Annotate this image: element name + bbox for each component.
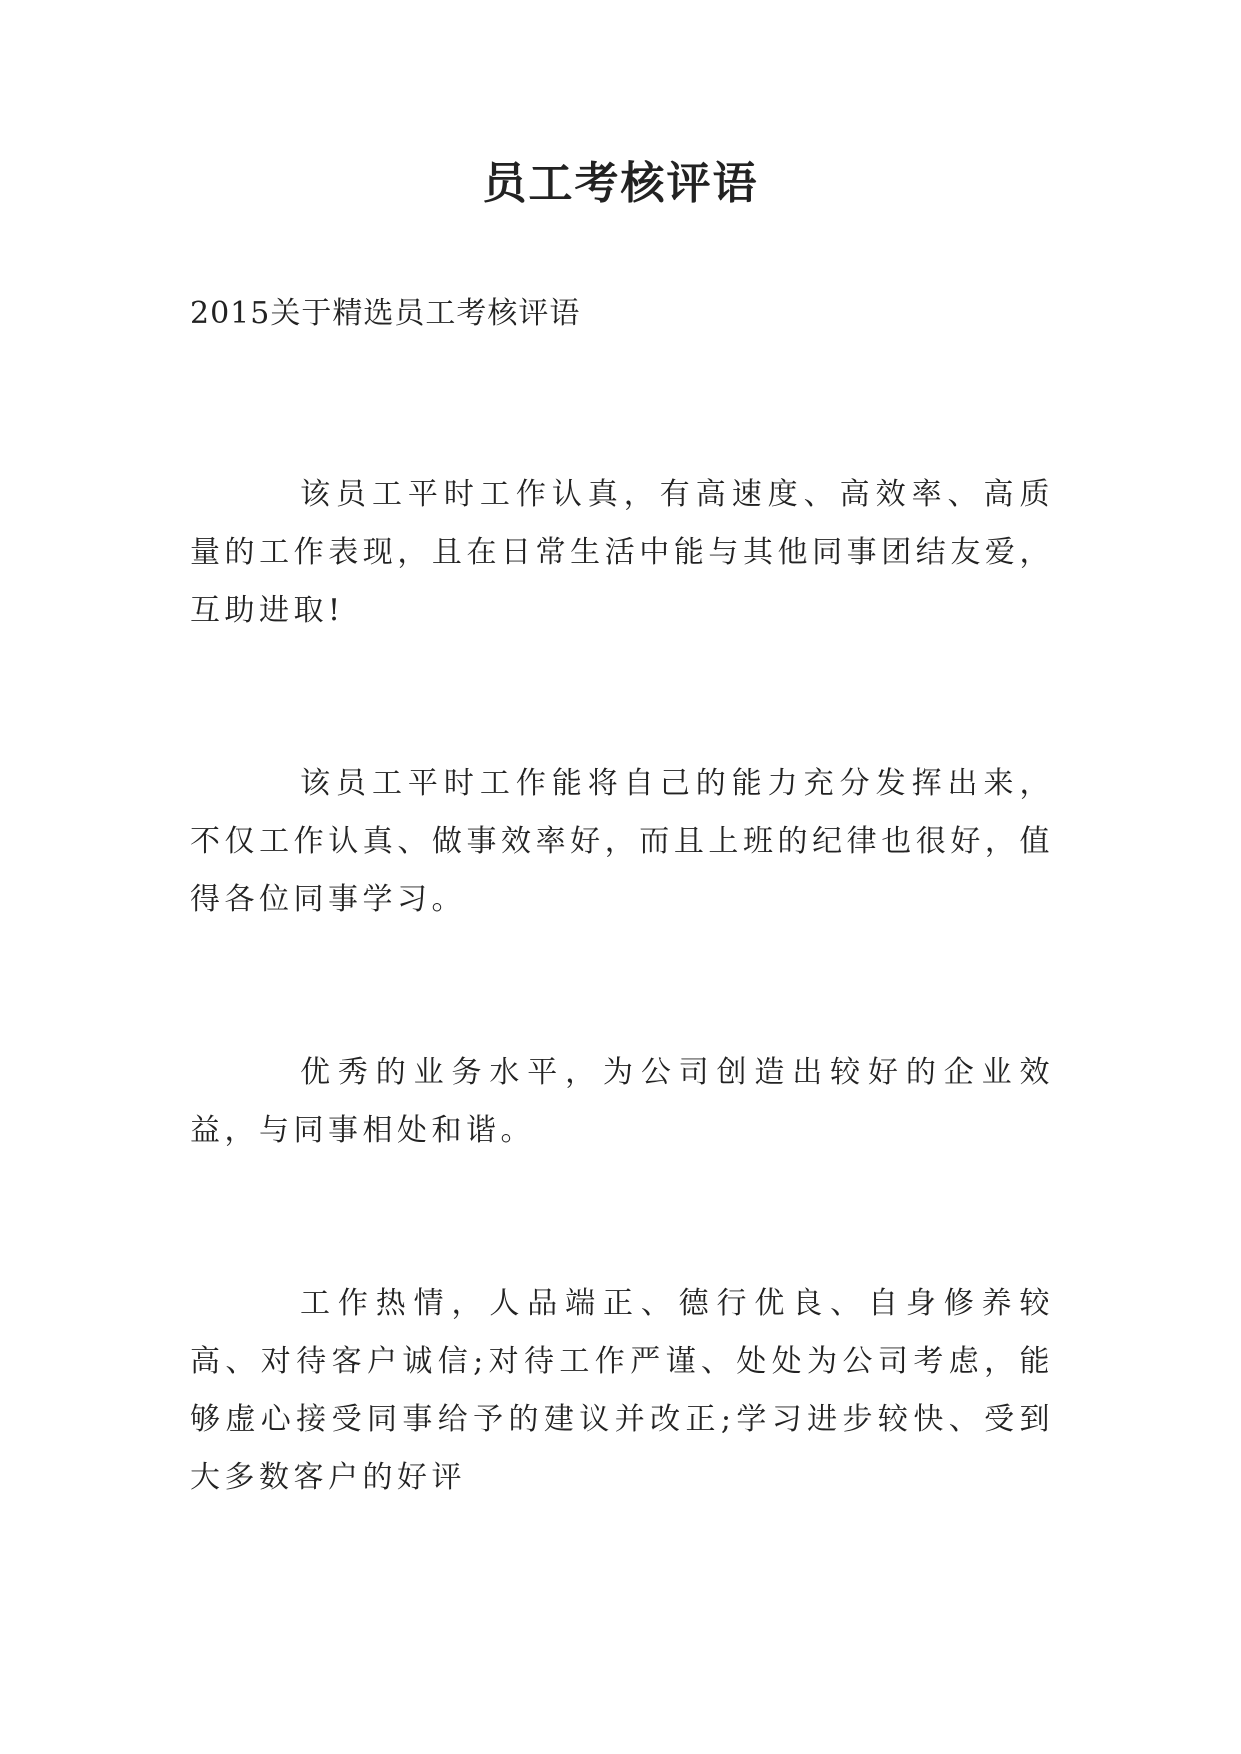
document-subtitle: 2015关于精选员工考核评语 (190, 296, 581, 331)
review-paragraph: 优秀的业务水平，为公司创造出较好的企业效益，与同事相处和谐。 (190, 1055, 1054, 1148)
document-title: 员工考核评语 (482, 158, 759, 209)
review-paragraph: 该员工平时工作认真，有高速度、高效率、高质量的工作表现，且在日常生活中能与其他同事团结友爱，互助进取! (190, 477, 1054, 628)
review-paragraph: 工作热情，人品端正、德行优良、自身修养较高、对待客户诚信;对待工作严谨、处处为公司考虑，能够虚心接受同事给予的建议并改正;学习进步较快、受到大多数客户的好评 (190, 1286, 1054, 1495)
review-paragraph: 该员工平时工作能将自己的能力充分发挥出来，不仅工作认真、做事效率好，而且上班的纪律也很好，值得各位同事学习。 (190, 766, 1054, 917)
